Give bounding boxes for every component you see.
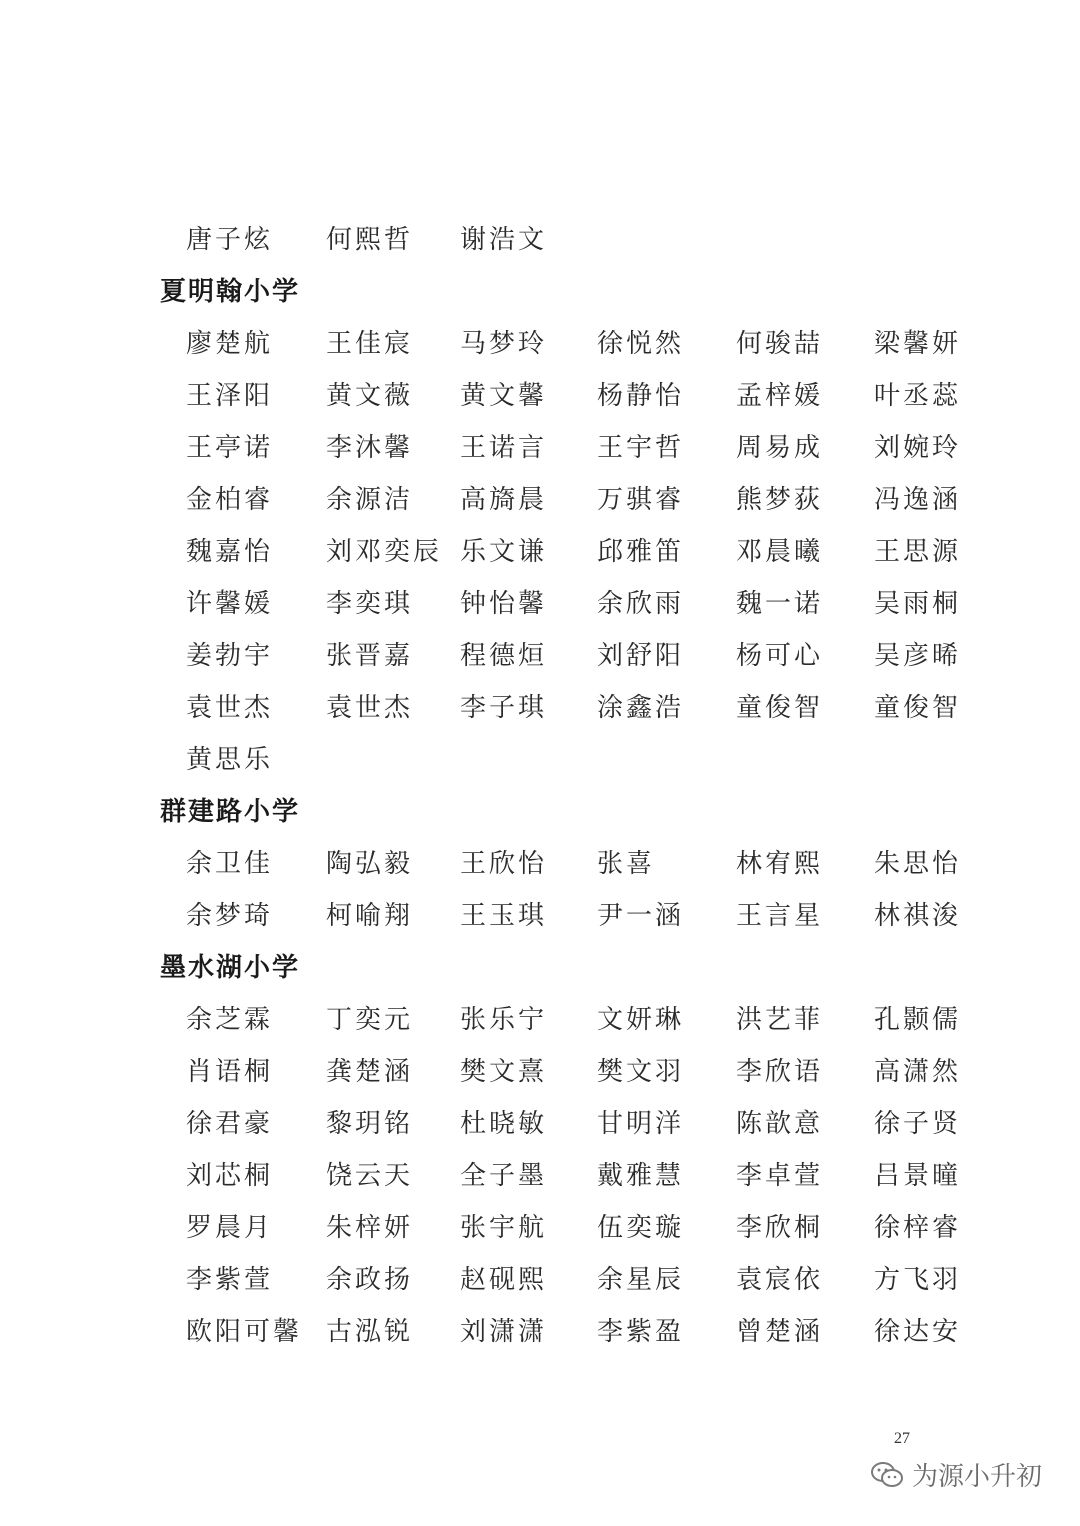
student-name: 梁馨妍 (874, 329, 962, 359)
name-row (0, 1254, 1080, 1306)
student-name: 李子琪 (460, 693, 548, 723)
student-name: 王泽阳 (186, 381, 274, 411)
student-name: 钟怡馨 (460, 589, 548, 619)
student-name: 王佳宸 (326, 329, 414, 359)
school-heading: 夏明翰小学 (160, 277, 301, 307)
student-name: 李卓萱 (736, 1161, 824, 1191)
student-name: 黄文薇 (326, 381, 414, 411)
student-name: 赵砚熙 (460, 1265, 548, 1295)
name-row (0, 1306, 1080, 1358)
student-name: 孟梓媛 (736, 381, 824, 411)
student-name: 饶云天 (326, 1161, 414, 1191)
student-name: 李紫盈 (597, 1317, 685, 1347)
student-name: 徐悦然 (597, 329, 685, 359)
student-name: 龚楚涵 (326, 1057, 414, 1087)
name-row (0, 838, 1080, 890)
student-name: 余源洁 (326, 485, 414, 515)
student-name: 袁世杰 (186, 693, 274, 723)
student-name: 徐子贤 (874, 1109, 962, 1139)
student-name: 欧阳可馨 (186, 1317, 303, 1347)
student-name: 洪艺菲 (736, 1005, 824, 1035)
student-name: 张乐宁 (460, 1005, 548, 1035)
student-name: 樊文熹 (460, 1057, 548, 1087)
school-heading: 群建路小学 (160, 797, 301, 827)
student-name: 廖楚航 (186, 329, 274, 359)
student-name: 高旖晨 (460, 485, 548, 515)
student-name: 杜晓敏 (460, 1109, 548, 1139)
student-name: 王欣怡 (460, 849, 548, 879)
student-name: 程德烜 (460, 641, 548, 671)
name-row (0, 1046, 1080, 1098)
student-name: 许馨媛 (186, 589, 274, 619)
student-name: 余卫佳 (186, 849, 274, 879)
name-row (0, 890, 1080, 942)
student-name: 唐子炫 (186, 225, 274, 255)
student-name: 甘明洋 (597, 1109, 685, 1139)
student-name: 熊梦荻 (736, 485, 824, 515)
student-name: 万骐睿 (597, 485, 685, 515)
student-name: 李紫萱 (186, 1265, 274, 1295)
student-name: 吴彦晞 (874, 641, 962, 671)
student-name: 余芝霖 (186, 1005, 274, 1035)
student-name: 罗晨月 (186, 1213, 274, 1243)
student-name: 吴雨桐 (874, 589, 962, 619)
name-list (0, 214, 1080, 1358)
student-name: 张喜 (597, 849, 656, 879)
student-name: 余梦琦 (186, 901, 274, 931)
student-name: 何熙哲 (326, 225, 414, 255)
student-name: 魏一诺 (736, 589, 824, 619)
student-name: 杨静怡 (597, 381, 685, 411)
student-name: 余星辰 (597, 1265, 685, 1295)
student-name: 刘潇潇 (460, 1317, 548, 1347)
name-row (0, 630, 1080, 682)
student-name: 徐君豪 (186, 1109, 274, 1139)
name-row (0, 318, 1080, 370)
student-name: 周易成 (736, 433, 824, 463)
watermark (870, 1456, 1042, 1493)
student-name: 李欣语 (736, 1057, 824, 1087)
name-row (0, 682, 1080, 734)
student-name: 李欣桐 (736, 1213, 824, 1243)
page-number: 27 (894, 1430, 910, 1447)
student-name: 黄文馨 (460, 381, 548, 411)
student-name: 柯喻翔 (326, 901, 414, 931)
wechat-icon (870, 1460, 904, 1490)
student-name: 童俊智 (736, 693, 824, 723)
student-name: 林祺浚 (874, 901, 962, 931)
student-name: 何骏喆 (736, 329, 824, 359)
student-name: 伍奕璇 (597, 1213, 685, 1243)
name-row (0, 214, 1080, 266)
student-name: 樊文羽 (597, 1057, 685, 1087)
name-row (0, 734, 1080, 786)
student-name: 马梦玲 (460, 329, 548, 359)
student-name: 黄思乐 (186, 745, 274, 775)
name-row (0, 994, 1080, 1046)
student-name: 尹一涵 (597, 901, 685, 931)
watermark-text: 为源小升初 (912, 1462, 1043, 1492)
student-name: 徐达安 (874, 1317, 962, 1347)
student-name: 肖语桐 (186, 1057, 274, 1087)
student-name: 袁世杰 (326, 693, 414, 723)
student-name: 全子墨 (460, 1161, 548, 1191)
student-name: 黎玥铭 (326, 1109, 414, 1139)
student-name: 童俊智 (874, 693, 962, 723)
student-name: 叶丞蕊 (874, 381, 962, 411)
name-row (0, 370, 1080, 422)
student-name: 李沐馨 (326, 433, 414, 463)
student-name: 王诺言 (460, 433, 548, 463)
student-name: 林宥熙 (736, 849, 824, 879)
name-row (0, 1202, 1080, 1254)
student-name: 谢浩文 (460, 225, 548, 255)
name-row (0, 578, 1080, 630)
student-name: 丁奕元 (326, 1005, 414, 1035)
student-name: 乐文谦 (460, 537, 548, 567)
student-name: 杨可心 (736, 641, 824, 671)
student-name: 王言星 (736, 901, 824, 931)
student-name: 戴雅慧 (597, 1161, 685, 1191)
name-row (0, 1150, 1080, 1202)
student-name: 张晋嘉 (326, 641, 414, 671)
student-name: 高潇然 (874, 1057, 962, 1087)
student-name: 刘芯桐 (186, 1161, 274, 1191)
student-name: 金柏睿 (186, 485, 274, 515)
student-name: 朱梓妍 (326, 1213, 414, 1243)
student-name: 陈歆意 (736, 1109, 824, 1139)
student-name: 徐梓睿 (874, 1213, 962, 1243)
student-name: 吕景曈 (874, 1161, 962, 1191)
student-name: 李奕琪 (326, 589, 414, 619)
school-heading: 墨水湖小学 (160, 953, 301, 983)
student-name: 方飞羽 (874, 1265, 962, 1295)
student-name: 张宇航 (460, 1213, 548, 1243)
student-name: 冯逸涵 (874, 485, 962, 515)
name-row (0, 474, 1080, 526)
student-name: 古泓锐 (326, 1317, 414, 1347)
student-name: 邱雅笛 (597, 537, 685, 567)
student-name: 余政扬 (326, 1265, 414, 1295)
student-name: 王思源 (874, 537, 962, 567)
student-name: 余欣雨 (597, 589, 685, 619)
student-name: 朱思怡 (874, 849, 962, 879)
student-name: 刘婉玲 (874, 433, 962, 463)
student-name: 王玉琪 (460, 901, 548, 931)
student-name: 孔颢儒 (874, 1005, 962, 1035)
name-row (0, 422, 1080, 474)
student-name: 袁宸依 (736, 1265, 824, 1295)
student-name: 姜勃宇 (186, 641, 274, 671)
student-name: 曾楚涵 (736, 1317, 824, 1347)
student-name: 陶弘毅 (326, 849, 414, 879)
student-name: 刘邓奕辰 (326, 537, 443, 567)
student-name: 王宇哲 (597, 433, 685, 463)
student-name: 邓晨曦 (736, 537, 824, 567)
student-name: 刘舒阳 (597, 641, 685, 671)
student-name: 魏嘉怡 (186, 537, 274, 567)
name-row (0, 1098, 1080, 1150)
student-name: 文妍琳 (597, 1005, 685, 1035)
student-name: 涂鑫浩 (597, 693, 685, 723)
name-row (0, 526, 1080, 578)
student-name: 王亭诺 (186, 433, 274, 463)
